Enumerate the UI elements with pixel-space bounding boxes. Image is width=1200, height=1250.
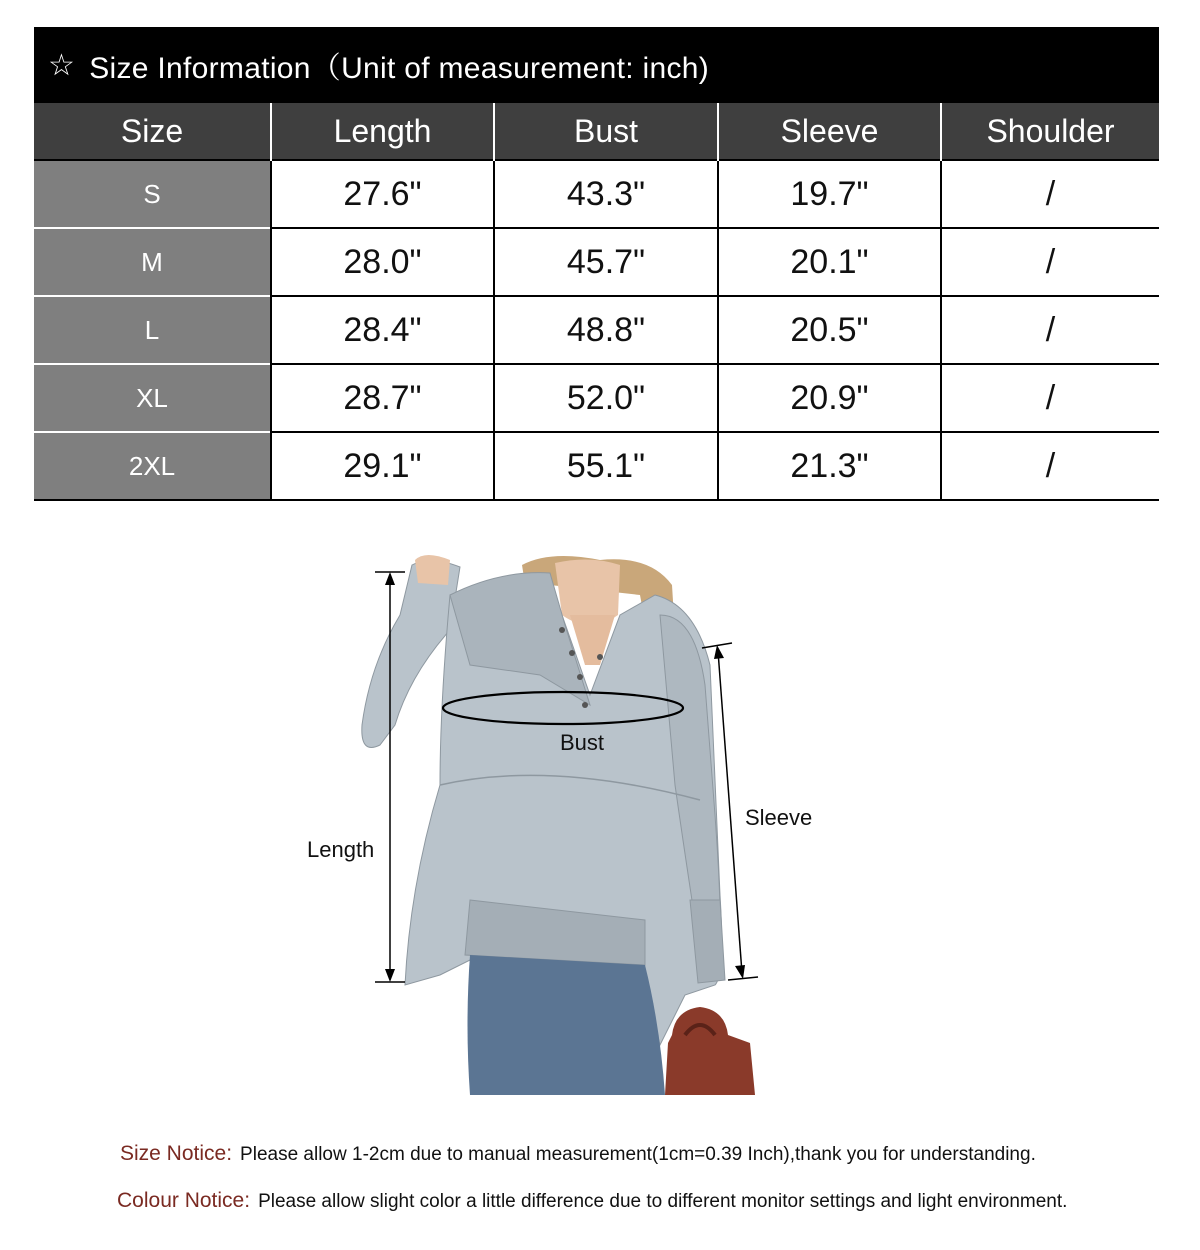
- bust-cell: 52.0": [494, 364, 718, 432]
- size-info-title: Size Information（Unit of measurement: inch): [89, 52, 710, 85]
- bust-label: Bust: [560, 730, 605, 755]
- length-cell: 29.1": [271, 432, 494, 500]
- size-info-title-bar: [34, 27, 1159, 103]
- bust-cell: 43.3": [494, 160, 718, 228]
- table-row: [34, 364, 1159, 432]
- button-icon: [582, 702, 588, 708]
- table-row: [34, 160, 1159, 228]
- length-cell: 28.7": [271, 364, 494, 432]
- length-cell: 28.4": [271, 296, 494, 364]
- colour-notice-label: Colour Notice:: [117, 1189, 251, 1212]
- size-notice-label: Size Notice:: [120, 1142, 233, 1165]
- column-header-sleeve: Sleeve: [718, 103, 941, 160]
- table-row: [34, 296, 1159, 364]
- size-chart-table: [34, 103, 1159, 501]
- column-header-size: Size: [34, 103, 271, 160]
- arrow-up-icon: [385, 572, 395, 585]
- shoulder-cell: /: [941, 296, 1159, 364]
- length-cell: 28.0": [271, 228, 494, 296]
- arrow-down-icon: [735, 965, 745, 979]
- bust-cell: 45.7": [494, 228, 718, 296]
- button-icon: [597, 654, 603, 660]
- table-header-row: [34, 103, 1159, 160]
- arrow-up-icon: [714, 645, 724, 659]
- table-row: [34, 228, 1159, 296]
- raised-hand-shape: [415, 555, 450, 585]
- sleeve-cell: 20.1": [718, 228, 941, 296]
- colour-notice-text: Please allow slight color a little difference due to different monitor settings and light environment.: [258, 1191, 1068, 1212]
- sleeve-cell: 19.7": [718, 160, 941, 228]
- button-icon: [559, 627, 565, 633]
- length-label: Length: [307, 837, 375, 862]
- length-cell: 27.6": [271, 160, 494, 228]
- sleeve-cell: 21.3": [718, 432, 941, 500]
- table-row: [34, 432, 1159, 500]
- shoulder-cell: /: [941, 432, 1159, 500]
- size-notice: [120, 1142, 1036, 1166]
- sleeve-cell: 20.5": [718, 296, 941, 364]
- sleeve-label: Sleeve: [745, 805, 813, 830]
- shoulder-cell: /: [941, 364, 1159, 432]
- star-outline-icon: ☆: [48, 47, 76, 83]
- column-header-shoulder: Shoulder: [941, 103, 1159, 160]
- arrow-down-icon: [385, 969, 395, 982]
- size-cell: S: [34, 160, 271, 228]
- button-icon: [577, 674, 583, 680]
- size-cell: L: [34, 296, 271, 364]
- column-header-bust: Bust: [494, 103, 718, 160]
- bust-cell: 55.1": [494, 432, 718, 500]
- size-cell: 2XL: [34, 432, 271, 500]
- jeans-shape: [468, 955, 666, 1095]
- bust-cell: 48.8": [494, 296, 718, 364]
- shoulder-cell: /: [941, 160, 1159, 228]
- size-cell: M: [34, 228, 271, 296]
- colour-notice: [117, 1189, 1067, 1213]
- button-icon: [569, 650, 575, 656]
- size-notice-text: Please allow 1-2cm due to manual measurement(1cm=0.39 Inch),thank you for understanding.: [240, 1144, 1036, 1165]
- shoulder-cell: /: [941, 228, 1159, 296]
- sleeve-cell: 20.9": [718, 364, 941, 432]
- size-cell: XL: [34, 364, 271, 432]
- measurement-diagram: [300, 555, 860, 1100]
- column-header-length: Length: [271, 103, 494, 160]
- handbag-shape: [665, 1007, 755, 1095]
